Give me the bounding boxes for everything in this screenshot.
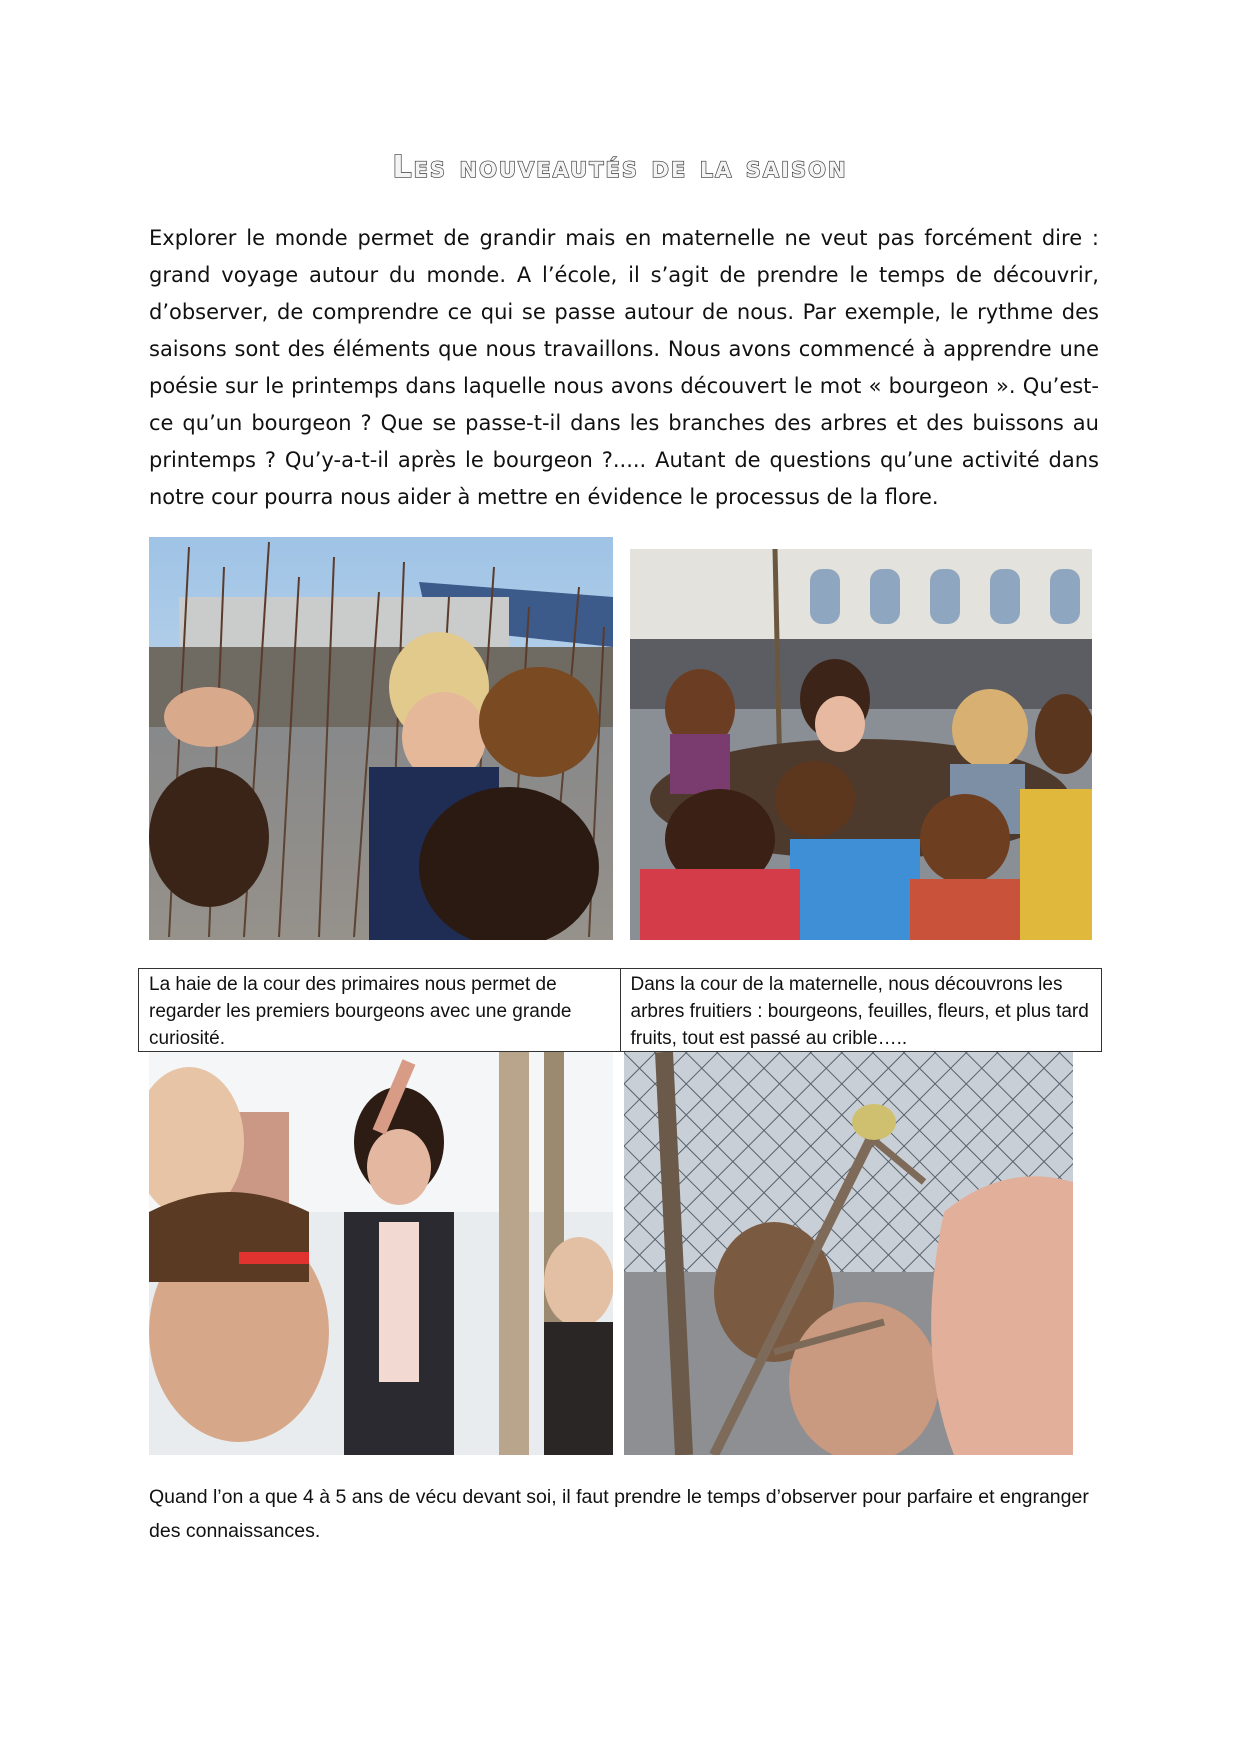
- photo-pointing-at-tree: [149, 1052, 613, 1455]
- caption-left: La haie de la cour des primaires nous permet de regarder les premiers bourgeons avec une grande curiosité.: [149, 974, 572, 1049]
- closing-paragraph: Quand l’on a que 4 à 5 ans de vécu devant soi, il faut prendre le temps d’observer pour parfaire et engranger des connaissances.: [149, 1486, 1089, 1542]
- photo-bud-closeup: [624, 1052, 1073, 1455]
- intro-paragraph: Explorer le monde permet de grandir mais en maternelle ne veut pas forcément dire : grand voyage autour du monde. A l’école, il s’agit de prendre le temps de découvrir, d’observer, de comprendre ce qui se passe autour de nous. Par exemple, le rythme des saisons sont des éléments que nous travaillons. Nous avons commencé à apprendre une poésie sur le printemps dans laquelle nous avons découvert le mot « bourgeon ». Qu’est-ce qu’un bourgeon ? Que se passe-t-il dans les branches des arbres et des buissons au printemps ? Qu’y-a-t-il après le bourgeon ?..... Autant de questions qu’une activité dans notre cour pourra nous aider à mettre en évidence le processus de la flore.: [149, 226, 1099, 509]
- photo-captions: [138, 968, 1102, 1052]
- photo-hedge-children: [149, 537, 613, 940]
- photo-schoolyard-tree: [630, 549, 1092, 940]
- page-title: Les nouveautés de la saison: [392, 150, 848, 185]
- caption-right: Dans la cour de la maternelle, nous découvrons les arbres fruitiers : bourgeons, feuilles, fleurs, et plus tard fruits, tout est passé au crible…..: [620, 969, 1102, 1051]
